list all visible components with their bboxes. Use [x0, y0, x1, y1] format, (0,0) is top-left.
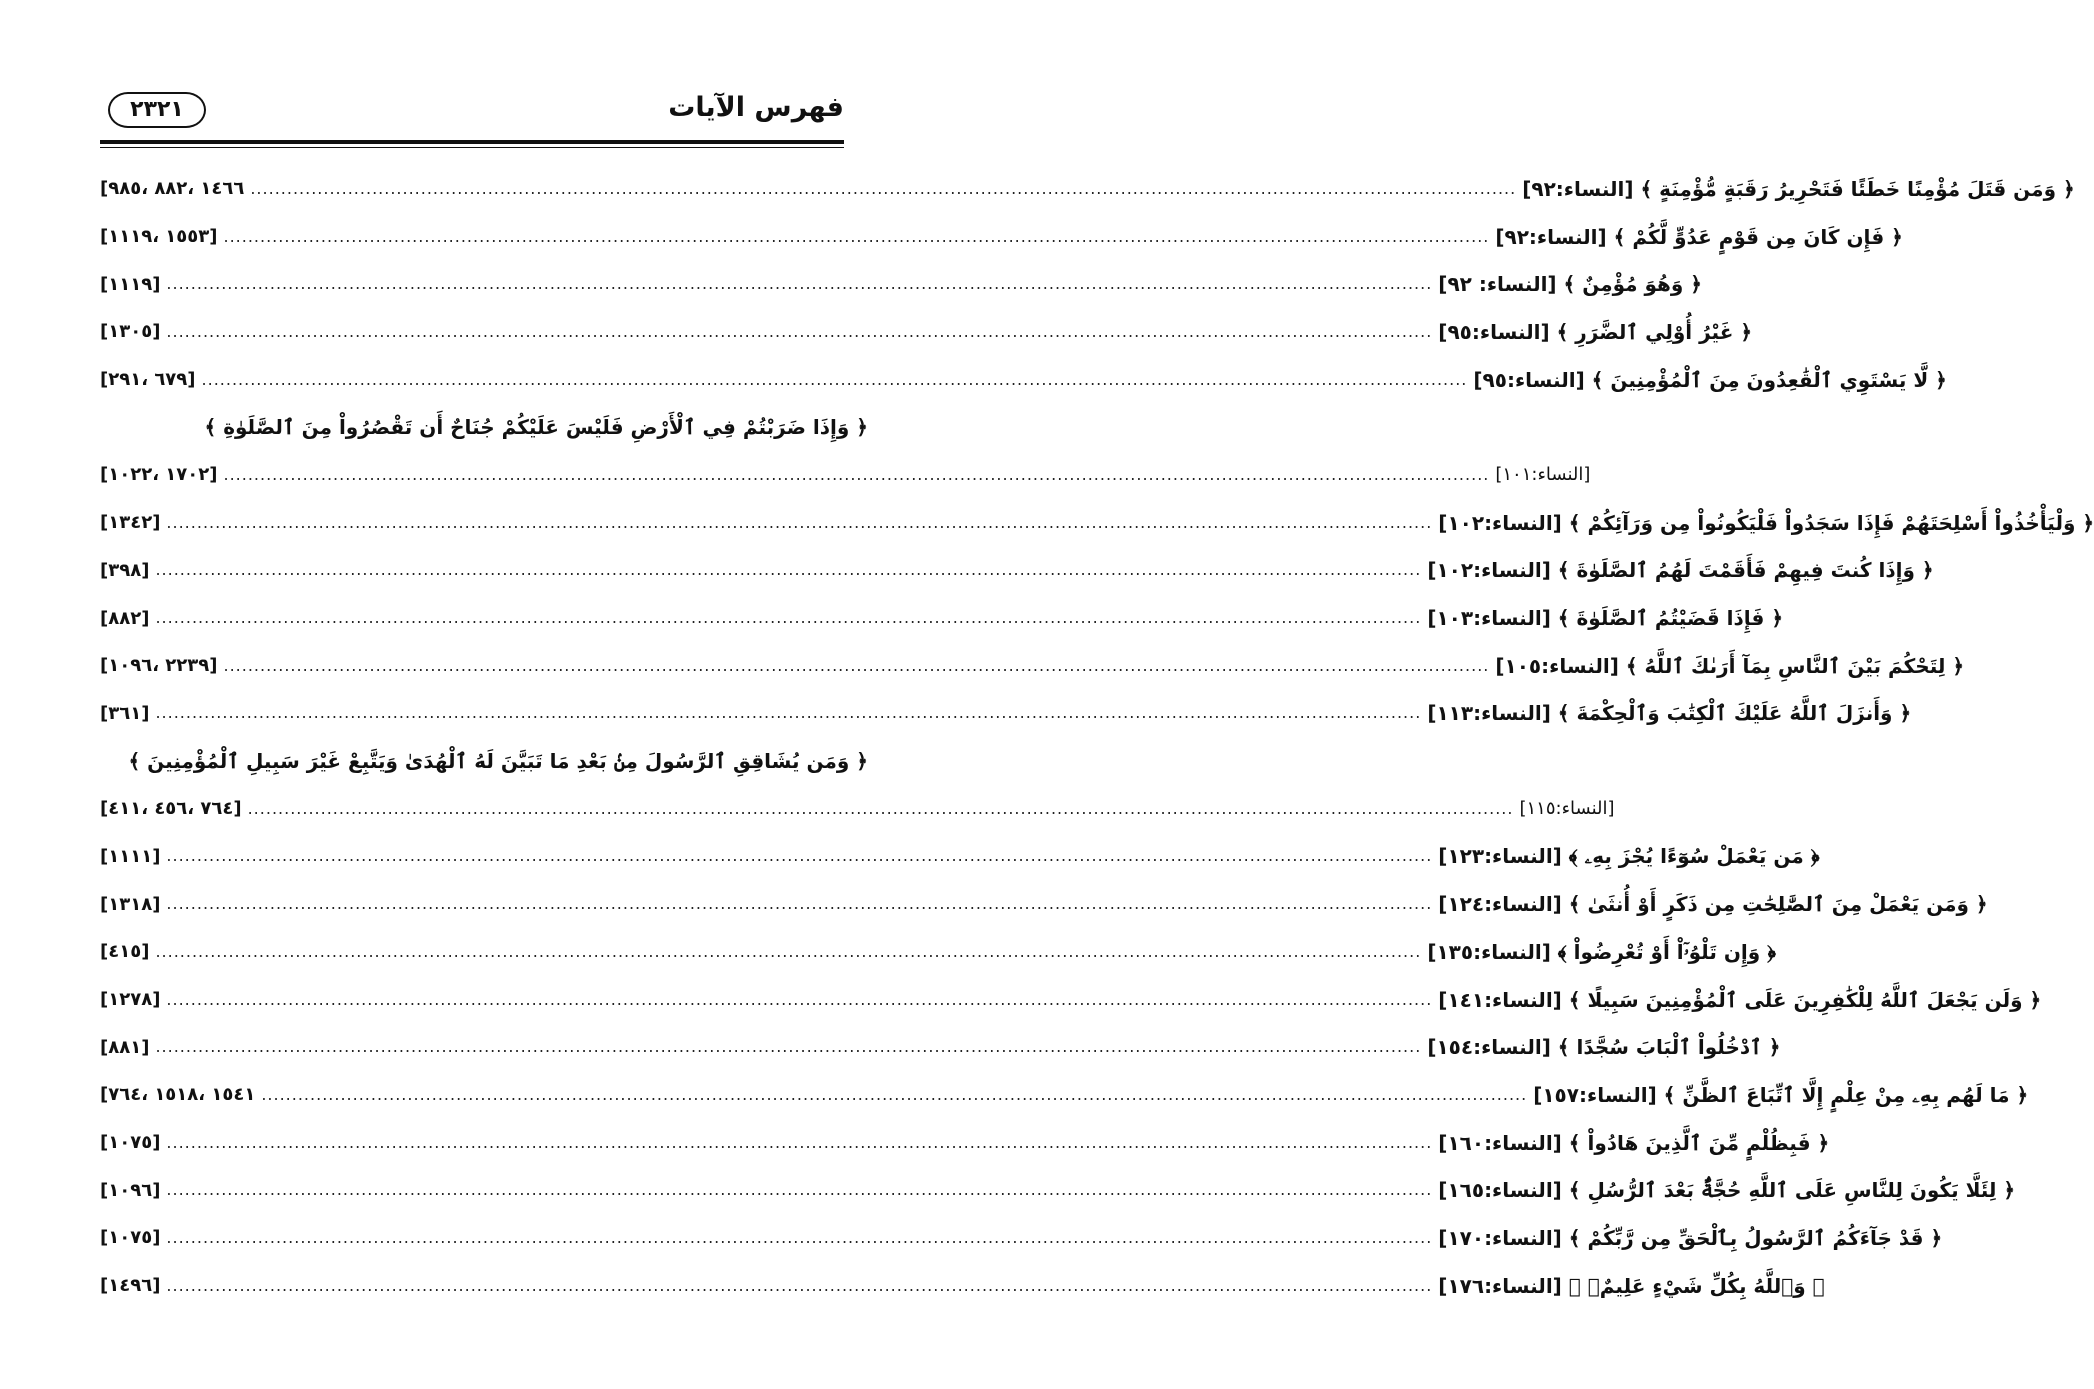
page-refs: [١٤٩٦] [100, 1275, 161, 1297]
page-number: ٢٣٢١ [108, 92, 206, 128]
index-entry [100, 308, 1753, 356]
page-title: فهرس الآيات [668, 92, 844, 123]
index-entry [100, 1262, 1825, 1310]
verse-text: ﴿ وَمَن يَعْمَلْ مِنَ ٱلصَّٰلِحَٰتِ مِن ذَكَرٍ أَوْ أُنثَىٰ ﴾ [النساء:١٢٤] [1438, 892, 1988, 917]
leader-dots [166, 1227, 1432, 1249]
index-entry [100, 260, 1703, 308]
leader-dots [166, 845, 1432, 867]
page-refs: [١٣٠٥] [100, 321, 161, 343]
verse-text: ﴿ مَا لَهُم بِهِۦ مِنْ عِلْمٍ إِلَّا ٱتِّبَاعَ ٱلظَّنِّ ﴾ [النساء:١٥٧] [1533, 1082, 2029, 1107]
verse-text: ﴿ وَٱللَّهُ بِكُلِّ شَيْءٍ عَلِيمٌۢ ﴾ [النساء:١٧٦] [1438, 1273, 1825, 1298]
verse-text: ﴿ فَإِن كَانَ مِن قَوْمٍ عَدُوٍّ لَّكُمْ ﴾ [النساء:٩٢] [1495, 224, 1903, 249]
index-entry-verse-line [100, 737, 868, 785]
verse-text: ﴿ غَيْرُ أُوْلِي ٱلضَّرَرِ ﴾ [النساء:٩٥] [1438, 319, 1753, 344]
index-entry [100, 594, 1784, 642]
leader-dots [166, 1132, 1432, 1154]
leader-dots [155, 702, 1421, 724]
index-entry [100, 690, 1912, 738]
leader-dots [261, 1084, 1527, 1106]
index-entry [100, 165, 2075, 213]
leader-dots [166, 1179, 1432, 1201]
leader-dots [223, 464, 1489, 486]
page-refs: [٨٨١] [100, 1036, 150, 1058]
page-refs: [١١١٩] [100, 273, 161, 295]
leader-dots [223, 655, 1489, 677]
page-refs: [١١١١] [100, 845, 161, 867]
leader-dots [202, 369, 1468, 391]
verse-text: ﴿ ٱدْخُلُواْ ٱلْبَابَ سُجَّدًا ﴾ [النساء:١٥٤] [1427, 1035, 1781, 1060]
index-entry [100, 785, 1615, 833]
index-entry [100, 1071, 2029, 1119]
surah-ref: [النساء:١٠١] [1495, 464, 1591, 486]
verse-text: ﴿ لِئَلَّا يَكُونَ لِلنَّاسِ عَلَى ٱللَّهِ حُجَّةٌۢ بَعْدَ ٱلرُّسُلِ ﴾ [النساء:١٦٥] [1438, 1178, 2016, 1203]
index-entry [100, 499, 2094, 547]
index-entry [100, 356, 1947, 404]
index-entry [100, 880, 1988, 928]
verse-text: ﴿ وَإِذَا كُنتَ فِيهِمْ فَأَقَمْتَ لَهُمُ ٱلصَّلَوٰةَ ﴾ [النساء:١٠٢] [1427, 558, 1934, 583]
page-refs: [٣٩٨] [100, 559, 150, 581]
page-refs: [٢٢٣٩ ،١٠٩٦] [100, 655, 218, 677]
verse-text: ﴿ وَأَنزَلَ ٱللَّهُ عَلَيْكَ ٱلْكِتَٰبَ وَٱلْحِكْمَةَ ﴾ [النساء:١١٣] [1427, 701, 1912, 726]
verse-text: ﴿ قَدْ جَآءَكُمُ ٱلرَّسُولُ بِٱلْحَقِّ مِن رَّبِّكُمْ ﴾ [النساء:١٧٠] [1438, 1225, 1943, 1250]
verse-index-list [100, 165, 2094, 1310]
verse-text: ﴿ وَإِن تَلْوُۥٓاْ أَوْ تُعْرِضُواْ ﴾ [النساء:١٣٥] [1427, 939, 1777, 964]
index-entry [100, 213, 1903, 261]
index-entry [100, 547, 1934, 595]
index-entry [100, 1119, 1830, 1167]
page-refs: [١٣١٨] [100, 893, 161, 915]
verse-text: ﴿ وَلْيَأْخُذُواْ أَسْلِحَتَهُمْ فَإِذَا سَجَدُواْ فَلْيَكُونُواْ مِن وَرَآئِكُمْ ﴾ [النساء:١٠٢] [1438, 510, 2094, 535]
page-refs: [١٧٠٢ ،١٠٢٢] [100, 464, 218, 486]
verse-text: ﴿ وَإِذَا ضَرَبْتُمْ فِي ٱلْأَرْضِ فَلَيْسَ عَلَيْكُمْ جُنَاحٌ أَن تَقْصُرُواْ مِنَ ٱلصَّلَوٰةِ ﴾ [204, 415, 868, 440]
verse-text: ﴿ وَلَن يَجْعَلَ ٱللَّهُ لِلْكَٰفِرِينَ عَلَى ٱلْمُؤْمِنِينَ سَبِيلًا ﴾ [النساء:١٤١] [1438, 987, 2042, 1012]
leader-dots [250, 178, 1516, 200]
leader-dots [166, 273, 1432, 295]
leader-dots [155, 941, 1421, 963]
index-entry [100, 976, 2042, 1024]
verse-text: ﴿ فَبِظُلْمٍ مِّنَ ٱلَّذِينَ هَادُواْ ﴾ [النساء:١٦٠] [1438, 1130, 1830, 1155]
leader-dots [223, 226, 1489, 248]
verse-text: ﴿ وَهُوَ مُؤْمِنٌ ﴾ [النساء: ٩٢] [1438, 272, 1703, 297]
index-entry [100, 1166, 2016, 1214]
leader-dots [166, 989, 1432, 1011]
page-refs: [٨٨٢] [100, 607, 150, 629]
page-refs: [٣٦١] [100, 702, 150, 724]
index-entry [100, 928, 1777, 976]
leader-dots [166, 512, 1432, 534]
page-refs: [١٥٥٣ ،١١١٩] [100, 226, 218, 248]
page-refs: [١٠٩٦] [100, 1179, 161, 1201]
page-refs: [١٠٧٥] [100, 1227, 161, 1249]
leader-dots [248, 798, 1514, 820]
surah-ref: [النساء:١١٥] [1519, 798, 1615, 820]
verse-text: ﴿ وَمَن قَتَلَ مُؤْمِنًا خَطَئًا فَتَحْرِيرُ رَقَبَةٍ مُّؤْمِنَةٍ ﴾ [النساء:٩٢] [1522, 176, 2075, 201]
leader-dots [155, 559, 1421, 581]
page-refs: [١٢٧٨] [100, 989, 161, 1011]
verse-text: ﴿ وَمَن يُشَاقِقِ ٱلرَّسُولَ مِنۢ بَعْدِ مَا تَبَيَّنَ لَهُ ٱلْهُدَىٰ وَيَتَّبِعْ غَيْرَ سَبِيلِ ٱلْمُؤْمِنِينَ ﴾ [128, 749, 868, 774]
page-refs: [٧٦٤ ،٤٥٦ ،٤١١] [100, 798, 242, 820]
header-rule-thin [100, 147, 844, 148]
leader-dots [155, 607, 1421, 629]
index-entry-verse-line [100, 403, 868, 451]
page-refs: [١٠٧٥] [100, 1132, 161, 1154]
verse-text: ﴿ لِتَحْكُمَ بَيْنَ ٱلنَّاسِ بِمَآ أَرَىٰكَ ٱللَّهُ ﴾ [النساء:١٠٥] [1495, 653, 1965, 678]
index-entry [100, 642, 1965, 690]
verse-text: ﴿ فَإِذَا قَضَيْتُمُ ٱلصَّلَوٰةَ ﴾ [النساء:١٠٣] [1427, 606, 1784, 631]
index-entry [100, 833, 1820, 881]
page-refs: [١٥٤١ ،١٥١٨ ،٧٦٤ [100, 1084, 256, 1106]
verse-text: ﴿ مَن يَعْمَلْ سُوٓءًا يُجْزَ بِهِۦ ﴾ [النساء:١٢٣] [1438, 844, 1820, 869]
leader-dots [166, 893, 1432, 915]
leader-dots [166, 1275, 1432, 1297]
page-refs: [١٣٤٢] [100, 512, 161, 534]
index-entry [100, 1023, 1781, 1071]
page-refs: [٦٧٩ ،٢٩١] [100, 369, 196, 391]
page-refs: [١٤٦٦ ،٨٨٢ ،٩٨٥ [100, 178, 245, 200]
index-entry [100, 451, 1591, 499]
leader-dots [155, 1036, 1421, 1058]
header-rule-thick [100, 140, 844, 144]
leader-dots [166, 321, 1432, 343]
verse-text: ﴿ لَّا يَسْتَوِي ٱلْقَٰعِدُونَ مِنَ ٱلْمُؤْمِنِينَ ﴾ [النساء:٩٥] [1473, 367, 1947, 392]
index-entry [100, 1214, 1943, 1262]
page-refs: [٤١٥] [100, 941, 150, 963]
page-header [100, 88, 844, 138]
